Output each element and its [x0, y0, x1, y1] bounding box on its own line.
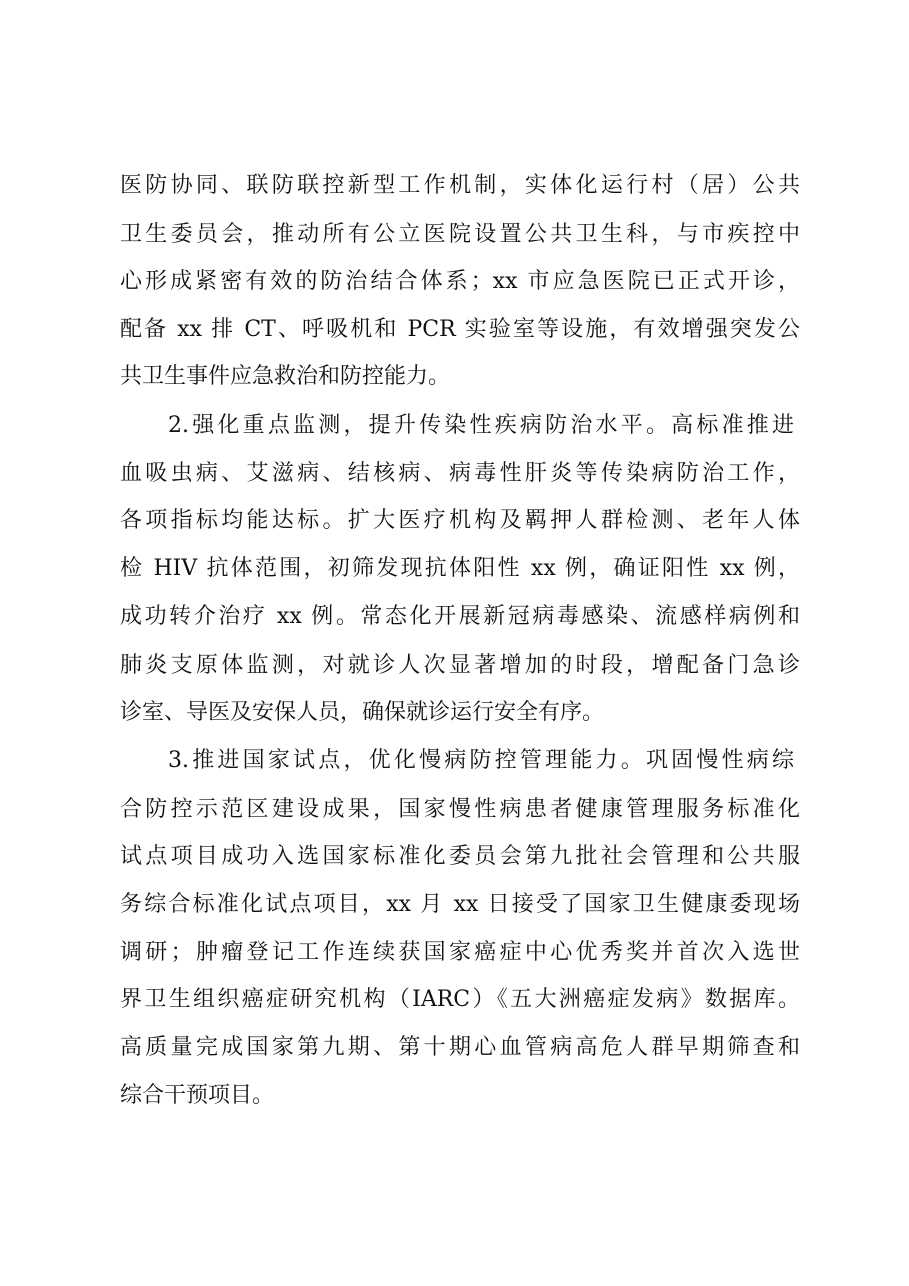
- text-line: 医防协同、联防联控新型工作机制，实体化运行村（居）公共: [120, 173, 800, 198]
- text-line: 调研；肿瘤登记工作连续获国家癌症中心优秀奖并首次入选世: [120, 940, 800, 965]
- text-line: 高质量完成国家第九期、第十期心血管病高危人群早期筛查和: [120, 1035, 800, 1060]
- text-line: 肺炎支原体监测，对就诊人次显著增加的时段，增配备门急诊: [120, 653, 800, 678]
- text-line: 共卫生事件应急救治和防控能力。: [120, 364, 451, 389]
- text-line: 血吸虫病、艾滋病、结核病、病毒性肝炎等传染病防治工作，: [120, 461, 800, 486]
- text-line: 诊室、导医及安保人员，确保就诊运行安全有序。: [120, 700, 605, 725]
- text-line: 3.推进国家试点，优化慢病防控管理能力。巩固慢性病综: [168, 748, 794, 773]
- text-line: 务综合标准化试点项目，xx 月 xx 日接受了国家卫生健康委现场: [120, 892, 800, 917]
- text-line: 心形成紧密有效的防治结合体系；xx 市应急医院已正式开诊，: [120, 269, 800, 294]
- text-line: 试点项目成功入选国家标准化委员会第九批社会管理和公共服: [120, 844, 800, 869]
- text-line: 综合干预项目。: [120, 1083, 275, 1108]
- text-line: 成功转介治疗 xx 例。常态化开展新冠病毒感染、流感样病例和: [120, 604, 800, 629]
- text-line: 合防控示范区建设成果，国家慢性病患者健康管理服务标准化: [120, 797, 800, 822]
- text-line: 2.强化重点监测，提升传染性疾病防治水平。高标准推进: [168, 413, 794, 438]
- text-line: 配备 xx 排 CT、呼吸机和 PCR 实验室等设施，有效增强突发公: [120, 317, 800, 342]
- text-line: 界卫生组织癌症研究机构（IARC）《五大洲癌症发病》数据库。: [120, 987, 800, 1012]
- text-line: 各项指标均能达标。扩大医疗机构及羁押人群检测、老年人体: [120, 508, 800, 533]
- text-line: 卫生委员会，推动所有公立医院设置公共卫生科，与市疾控中: [120, 222, 800, 247]
- text-line: 检 HIV 抗体范围，初筛发现抗体阳性 xx 例，确证阳性 xx 例，: [120, 556, 800, 581]
